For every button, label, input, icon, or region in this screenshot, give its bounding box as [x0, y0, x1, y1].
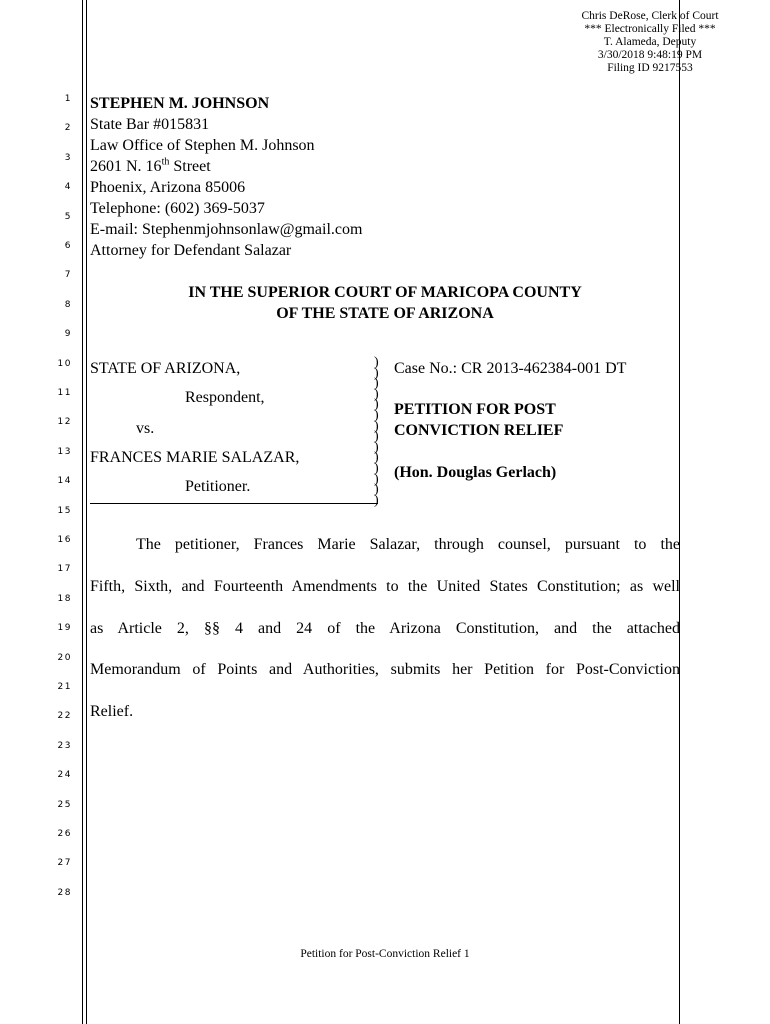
- line-number: 13: [57, 447, 72, 457]
- line-number: 21: [57, 682, 72, 692]
- defendant-role: Petitioner.: [185, 478, 251, 495]
- line-number: 14: [57, 476, 72, 486]
- body-line: The petitioner, Frances Marie Salazar, through counsel, pursuant to the: [136, 536, 680, 553]
- filing-stamp: [560, 10, 740, 75]
- plaintiff-role: Respondent,: [185, 389, 265, 406]
- line-number: 4: [64, 182, 72, 192]
- left-margin-rule-inner: [86, 0, 87, 1024]
- stamp-line: 3/30/2018 9:48:19 PM: [597, 49, 703, 61]
- line-number: 3: [64, 153, 72, 163]
- line-number: 18: [57, 594, 72, 604]
- left-margin-rule-outer: [82, 0, 83, 1024]
- line-number: 7: [64, 270, 72, 280]
- line-number: 2: [64, 123, 72, 133]
- line-number: 17: [57, 564, 72, 574]
- line-number: 5: [64, 212, 72, 222]
- stamp-line: Filing ID 9217553: [607, 62, 693, 74]
- body-line: Fifth, Sixth, and Fourteenth Amendments to the United States Constitution; as well: [90, 578, 680, 595]
- body-line: Memorandum of Points and Authorities, submits her Petition for Post-Conviction: [90, 661, 680, 678]
- street-number: 2601 N. 16: [90, 158, 162, 175]
- line-number: 1: [64, 94, 72, 104]
- stamp-line: Chris DeRose, Clerk of Court: [581, 10, 719, 22]
- line-number: 23: [57, 741, 72, 751]
- case-number: Case No.: CR 2013-462384-001 DT: [394, 360, 627, 377]
- line-number: 20: [57, 653, 72, 663]
- line-number: 22: [57, 711, 72, 721]
- line-number: 10: [57, 359, 72, 369]
- stamp-line: T. Alameda, Deputy: [603, 36, 697, 48]
- line-number: 19: [57, 623, 72, 633]
- caption-parenthesis-column: ) ) ) ) ) ) ) ) ) ) ) ) ) ): [374, 355, 379, 508]
- defendant-name: FRANCES MARIE SALAZAR,: [90, 449, 300, 466]
- line-number: 8: [64, 300, 72, 310]
- attorney-city: Phoenix, Arizona 85006: [90, 179, 246, 196]
- court-title-line-2: OF THE STATE OF ARIZONA: [276, 305, 494, 322]
- body-line: Relief.: [90, 703, 134, 720]
- street-name: Street: [169, 158, 211, 175]
- line-number: 9: [64, 329, 72, 339]
- line-number: 28: [57, 888, 72, 898]
- line-number: 15: [57, 506, 72, 516]
- attorney-phone: Telephone: (602) 369-5037: [90, 200, 265, 217]
- court-title-line-1: IN THE SUPERIOR COURT OF MARICOPA COUNTY: [188, 284, 582, 301]
- stamp-line: *** Electronically Filed ***: [584, 23, 716, 35]
- versus-label: vs.: [136, 420, 155, 437]
- judge-name: (Hon. Douglas Gerlach): [394, 464, 557, 481]
- document-title-line-1: PETITION FOR POST: [394, 401, 556, 418]
- plaintiff-name: STATE OF ARIZONA,: [90, 360, 241, 377]
- attorney-street: [90, 157, 211, 177]
- document-title-line-2: CONVICTION RELIEF: [394, 422, 564, 439]
- attorney-bar-number: State Bar #015831: [90, 116, 210, 133]
- line-number: 12: [57, 417, 72, 427]
- line-number: 24: [57, 770, 72, 780]
- line-number: 16: [57, 535, 72, 545]
- right-margin-rule: [679, 0, 680, 1024]
- attorney-firm: Law Office of Stephen M. Johnson: [90, 137, 315, 154]
- attorney-name: STEPHEN M. JOHNSON: [90, 95, 270, 112]
- line-number: 6: [64, 241, 72, 251]
- page-footer: Petition for Post-Conviction Relief 1: [300, 948, 470, 960]
- ordinal-suffix: th: [161, 156, 170, 168]
- caption-underline: [90, 503, 378, 504]
- attorney-email: E-mail: Stephenmjohnsonlaw@gmail.com: [90, 221, 363, 238]
- line-number: 26: [57, 829, 72, 839]
- line-number: 27: [57, 858, 72, 868]
- attorney-role: Attorney for Defendant Salazar: [90, 242, 292, 259]
- line-number: 11: [57, 388, 72, 398]
- line-number: 25: [57, 800, 72, 810]
- body-line: as Article 2, §§ 4 and 24 of the Arizona Constitution, and the attached: [90, 620, 680, 637]
